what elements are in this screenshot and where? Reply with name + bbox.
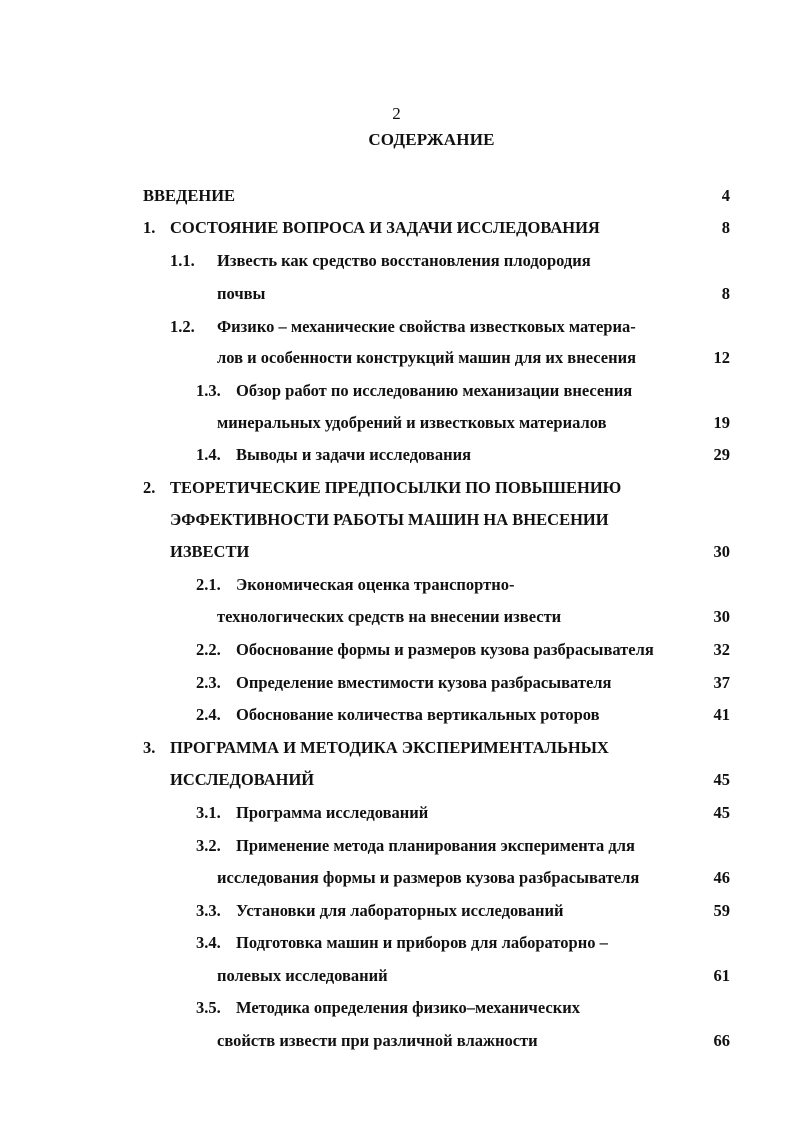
toc-page-3: 45	[713, 770, 730, 789]
toc-page-3-3: 59	[713, 901, 730, 920]
toc-num-1-3: 1.3.	[196, 381, 221, 400]
toc-num-2-1: 2.1.	[196, 575, 221, 594]
toc-entry-2-3: Определение вместимости кузова разбрасывателя	[236, 673, 612, 692]
toc-num-1-2: 1.2.	[170, 317, 195, 336]
toc-num-2-4: 2.4.	[196, 705, 221, 724]
toc-entry-3-2-line-1: Применение метода планирования эксперимента для	[236, 836, 635, 855]
toc-entry-2-2: Обоснование формы и размеров кузова разбрасывателя	[236, 640, 654, 659]
toc-entry-2-1-line-2: технологических средств на внесении извести	[217, 607, 562, 626]
toc-page-1: 8	[721, 218, 730, 237]
toc-num-2-2: 2.2.	[196, 640, 221, 659]
toc-page-2-2: 32	[713, 640, 730, 659]
toc-entry-3-line-1: ПРОГРАММА И МЕТОДИКА ЭКСПЕРИМЕНТАЛЬНЫХ	[170, 738, 609, 757]
toc-entry-introduction: ВВЕДЕНИЕ	[143, 186, 236, 205]
toc-entry-3-5-line-2: свойств извести при различной влажности	[217, 1031, 538, 1050]
toc-entry-1-1-line-2: почвы	[217, 284, 266, 303]
toc-page-introduction: 4	[721, 186, 730, 205]
toc-entry-1-4: Выводы и задачи исследования	[236, 445, 472, 464]
toc-num-2-3: 2.3.	[196, 673, 221, 692]
toc-entry-3-2-line-2: исследования формы и размеров кузова разбрасывателя	[217, 868, 640, 887]
toc-entry-3-3: Установки для лабораторных исследований	[236, 901, 564, 920]
toc-entry-2-line-2: ЭФФЕКТИВНОСТИ РАБОТЫ МАШИН НА ВНЕСЕНИИ	[170, 510, 609, 529]
toc-entry-3-4-line-1: Подготовка машин и приборов для лабораторно –	[236, 933, 608, 952]
toc-num-3-2: 3.2.	[196, 836, 221, 855]
toc-entry-2-line-1: ТЕОРЕТИЧЕСКИЕ ПРЕДПОСЫЛКИ ПО ПОВЫШЕНИЮ	[170, 478, 622, 497]
toc-page-3-4: 61	[713, 966, 730, 985]
toc-page-3-2: 46	[713, 868, 730, 887]
toc-entry-1-2-line-1: Физико – механические свойства известковых материа-	[217, 317, 636, 336]
toc-page-2-1: 30	[713, 607, 730, 626]
toc-entry-1: СОСТОЯНИЕ ВОПРОСА И ЗАДАЧИ ИССЛЕДОВАНИЯ	[170, 218, 600, 237]
toc-entry-3-4-line-2: полевых исследований	[217, 966, 388, 985]
toc-entry-2-4: Обоснование количества вертикальных роторов	[236, 705, 600, 724]
toc-num-1: 1.	[143, 218, 156, 237]
toc-entry-1-3-line-2: минеральных удобрений и известковых материалов	[217, 413, 607, 432]
toc-entry-3-5-line-1: Методика определения физико–механических	[236, 998, 580, 1017]
toc-page-3-5: 66	[713, 1031, 730, 1050]
toc-page-1-3: 19	[713, 413, 730, 432]
toc-page-3-1: 45	[713, 803, 730, 822]
page-title-text: СОДЕРЖАНИЕ	[368, 130, 495, 149]
toc-page-2-4: 41	[713, 705, 730, 724]
toc-page-1-1: 8	[721, 284, 730, 303]
toc-num-1-4: 1.4.	[196, 445, 221, 464]
toc-entry-3-line-2: ИССЛЕДОВАНИЙ	[170, 770, 315, 789]
toc-page-2-3: 37	[713, 673, 730, 692]
toc-num-3-4: 3.4.	[196, 933, 221, 952]
toc-entry-2-line-3: ИЗВЕСТИ	[170, 542, 250, 561]
page-number: 2	[392, 104, 401, 123]
toc-num-2: 2.	[143, 478, 156, 497]
toc-num-3-1: 3.1.	[196, 803, 221, 822]
toc-num-1-1: 1.1.	[170, 251, 195, 270]
toc-page-2: 30	[713, 542, 730, 561]
toc-entry-2-1-line-1: Экономическая оценка транспортно-	[236, 575, 515, 594]
toc-entry-1-2-line-2: лов и особенности конструкций машин для их внесения	[217, 348, 637, 367]
toc-entry-1-1-line-1: Известь как средство восстановления плодородия	[217, 251, 591, 270]
toc-num-3: 3.	[143, 738, 156, 757]
toc-num-3-5: 3.5.	[196, 998, 221, 1017]
toc-entry-1-3-line-1: Обзор работ по исследованию механизации внесения	[236, 381, 633, 400]
toc-page-1-2: 12	[713, 348, 730, 367]
toc-entry-3-1: Программа исследований	[236, 803, 429, 822]
toc-page-1-4: 29	[713, 445, 730, 464]
toc-num-3-3: 3.3.	[196, 901, 221, 920]
